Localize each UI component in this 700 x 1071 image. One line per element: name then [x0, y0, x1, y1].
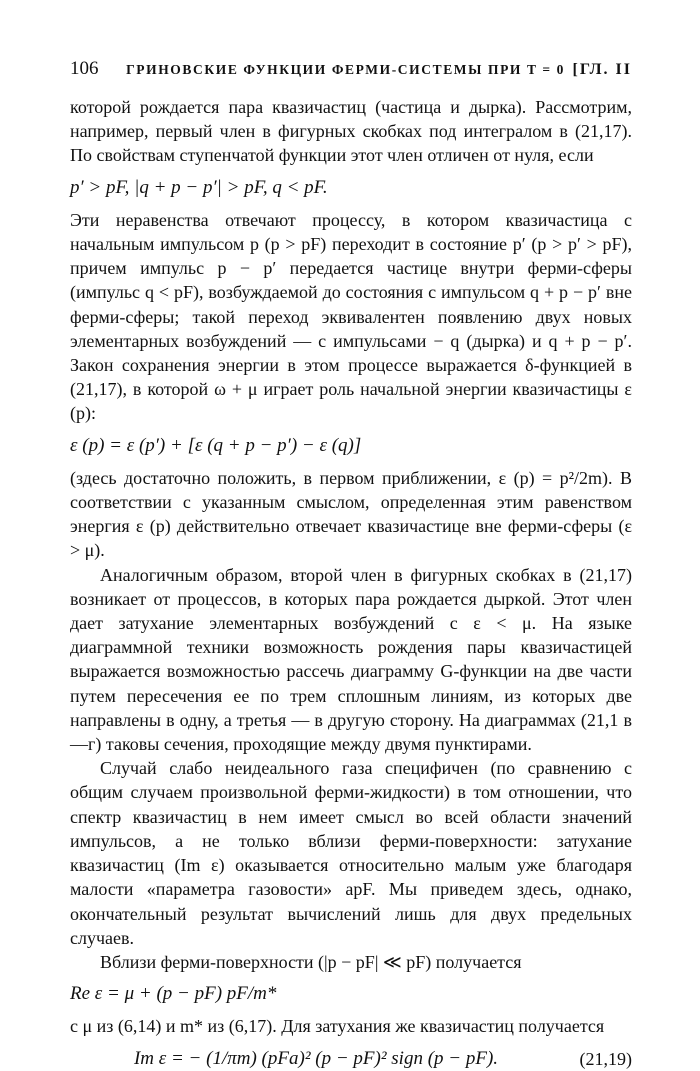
equation-damping: Im ε = − (1/πm) (pFa)² (p − pF)² sign (p − pF).: [133, 1047, 499, 1069]
paragraph-7: с μ из (6,14) и m* из (6,17). Для затухания же квазичастиц получается: [70, 1016, 605, 1037]
paragraph-2: Эти неравенства отвечают процессу, в котором квазичастица с начальным импульсом p (p > pF) переходит в состояние p′ (p > p′ > pF), причем импульс p − p′ передается частице внутри ферми-сферы (импульс q < pF), возбуждаемой до состояния с импульсом q + p − p′ вне ферми-сферы; такой переход эквивалентен появлению двух новых элементарных возбуждений — с импульсами − q (дырка) и q + p − p′. Закон сохранения энергии в этом процессе выражается δ-функцией в (21,17), в которой ω + μ играет роль начальной энергии квазичастицы ε (p):: [70, 209, 632, 424]
equation-number: (21,19): [579, 1048, 632, 1069]
page-body: [70, 95, 632, 1071]
equation-real-energy: Re ε = μ + (p − pF) pF/m*: [70, 983, 277, 1005]
page-number: 106: [70, 58, 99, 79]
running-title: ГРИНОВСКИЕ ФУНКЦИИ ФЕРМИ-СИСТЕМЫ ПРИ T = 0: [126, 62, 565, 77]
paragraph-5: Случай слабо неидеального газа специфичен (по сравнению с общим случаем произвольной ферми-жидкости) в том отношении, что спектр квазичастиц в нем имеет смысл во всей области значений импульсов, а не только вблизи ферми-поверхности: затухание квазичастиц (Im ε) оказывается относительно малым уже благодаря малости «параметра газовости» apF. Мы приведем здесь, однако, окончательный результат вычислений лишь для двух предельных случаев.: [70, 758, 632, 948]
equation-energy-conservation: ε (p) = ε (p′) + [ε (q + p − p′) − ε (q)]: [70, 434, 362, 456]
paragraph-1: которой рождается пара квазичастиц (частица и дырка). Рассмотрим, например, первый член в фигурных скобках под интегралом в (21,17). По свойствам ступенчатой функции этот член отличен от нуля, если: [70, 97, 632, 166]
paragraph-4: Аналогичным образом, второй член в фигурных скобках в (21,17) возникает от процессов, в которых пара рождается дыркой. Этот член дает затухание элементарных возбуждений с ε < μ. На языке диаграммной техники возможность рождения пары квазичастицей выражается возможностью рассечь диаграмму G-функции на две части путем пересечения ее по трем сплошным линиям, из которых две направлены в одну, а третья — в другую сторону. На диаграммах (21,1 в—г) таковы сечения, проходящие между двумя пунктирами.: [70, 564, 632, 755]
page-header: [70, 58, 632, 80]
equation-damping-row: [70, 1047, 632, 1071]
paragraph-6: Вблизи ферми-поверхности (|p − pF| ≪ pF) получается: [100, 951, 522, 972]
chapter-marker: [ГЛ. II: [572, 61, 632, 78]
paragraph-3: (здесь достаточно положить, в первом приближении, ε (p) = p²/2m). В соответствии с указанным смыслом, определенная этим равенством энергия ε (p) действительно отвечает квазичастице вне ферми-сферы (ε > μ).: [70, 467, 632, 561]
equation-inequalities: p′ > pF, |q + p − p′| > pF, q < pF.: [70, 176, 328, 198]
